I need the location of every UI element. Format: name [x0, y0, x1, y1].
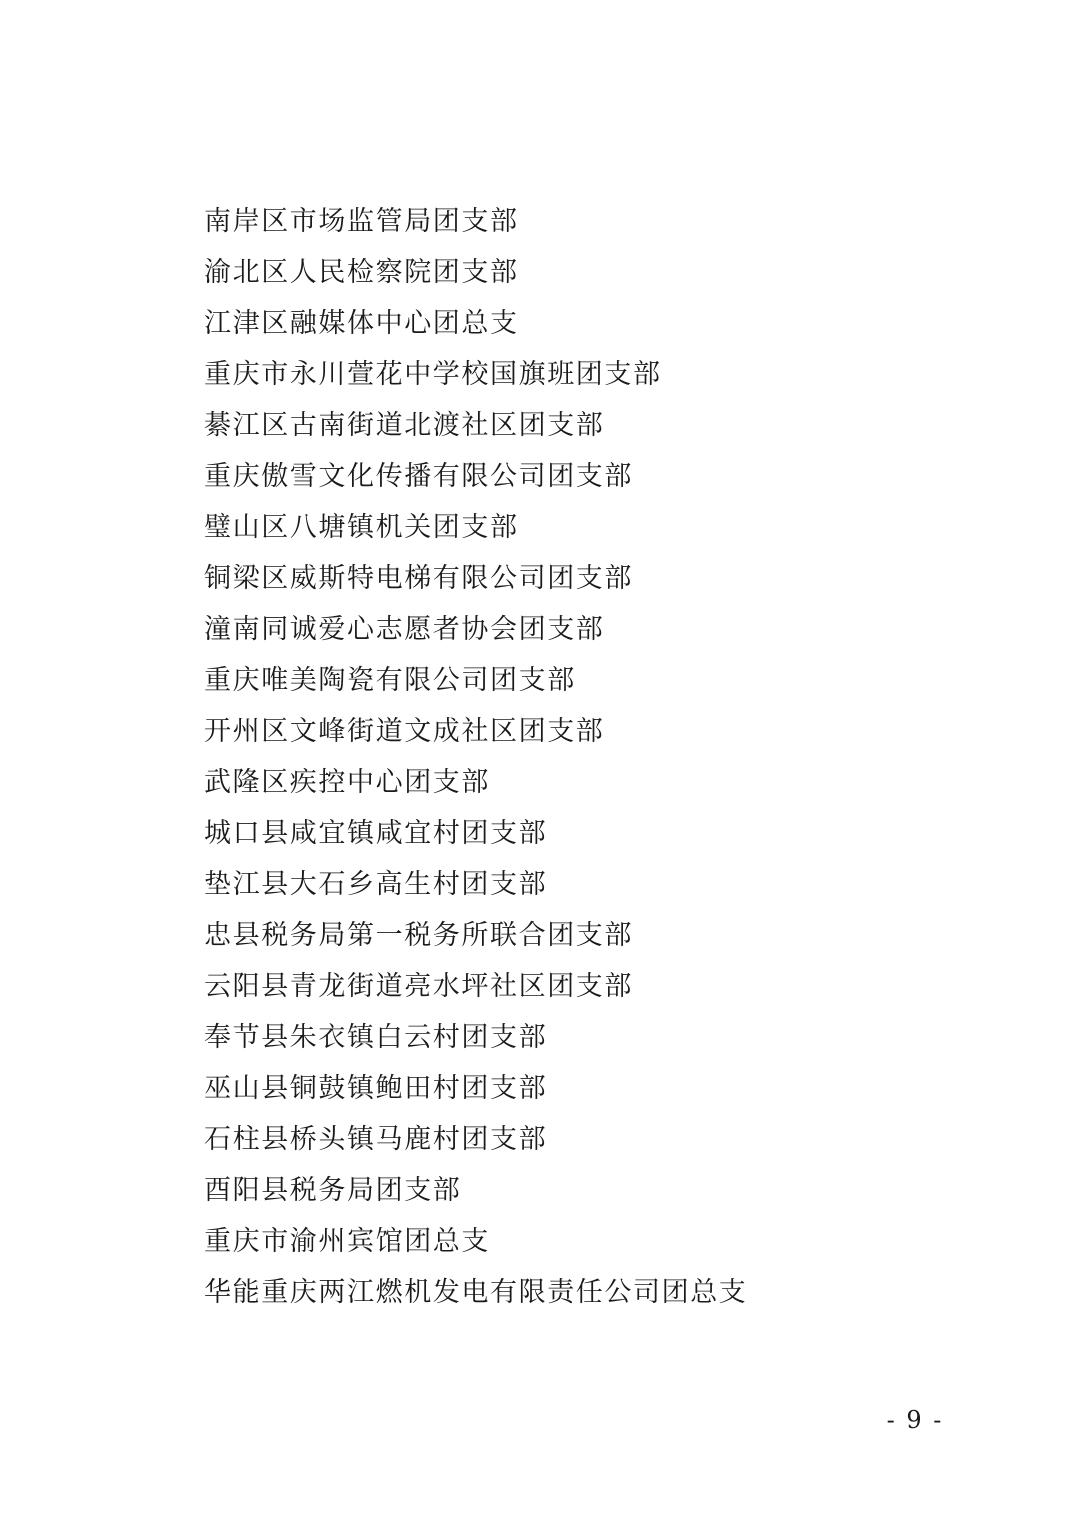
list-item: 城口县咸宜镇咸宜村团支部 [204, 818, 548, 849]
list-item: 武隆区疾控中心团支部 [204, 767, 490, 798]
list-item: 綦江区古南街道北渡社区团支部 [204, 410, 605, 441]
list-item: 南岸区市场监管局团支部 [204, 206, 519, 237]
list-item: 潼南同诚爱心志愿者协会团支部 [204, 614, 605, 645]
organization-list [204, 196, 1004, 1318]
list-item: 垫江县大石乡高生村团支部 [204, 869, 548, 900]
list-item: 重庆唯美陶瓷有限公司团支部 [204, 665, 576, 696]
list-item: 忠县税务局第一税务所联合团支部 [204, 920, 633, 951]
list-item: 璧山区八塘镇机关团支部 [204, 512, 519, 543]
list-item: 云阳县青龙街道亮水坪社区团支部 [204, 971, 633, 1002]
list-item: 重庆傲雪文化传播有限公司团支部 [204, 461, 633, 492]
list-item: 重庆市渝州宾馆团总支 [204, 1226, 490, 1257]
list-item: 江津区融媒体中心团总支 [204, 308, 519, 339]
page-number: - 9 - [886, 1406, 944, 1434]
list-item: 开州区文峰街道文成社区团支部 [204, 716, 605, 747]
list-item: 巫山县铜鼓镇鲍田村团支部 [204, 1073, 548, 1104]
list-item: 奉节县朱衣镇白云村团支部 [204, 1022, 548, 1053]
list-item: 铜梁区威斯特电梯有限公司团支部 [204, 563, 633, 594]
list-item: 渝北区人民检察院团支部 [204, 257, 519, 288]
list-item: 重庆市永川萱花中学校国旗班团支部 [204, 359, 662, 390]
list-item: 石柱县桥头镇马鹿村团支部 [204, 1124, 548, 1155]
list-item: 酉阳县税务局团支部 [204, 1175, 462, 1206]
list-item: 华能重庆两江燃机发电有限责任公司团总支 [204, 1277, 748, 1308]
